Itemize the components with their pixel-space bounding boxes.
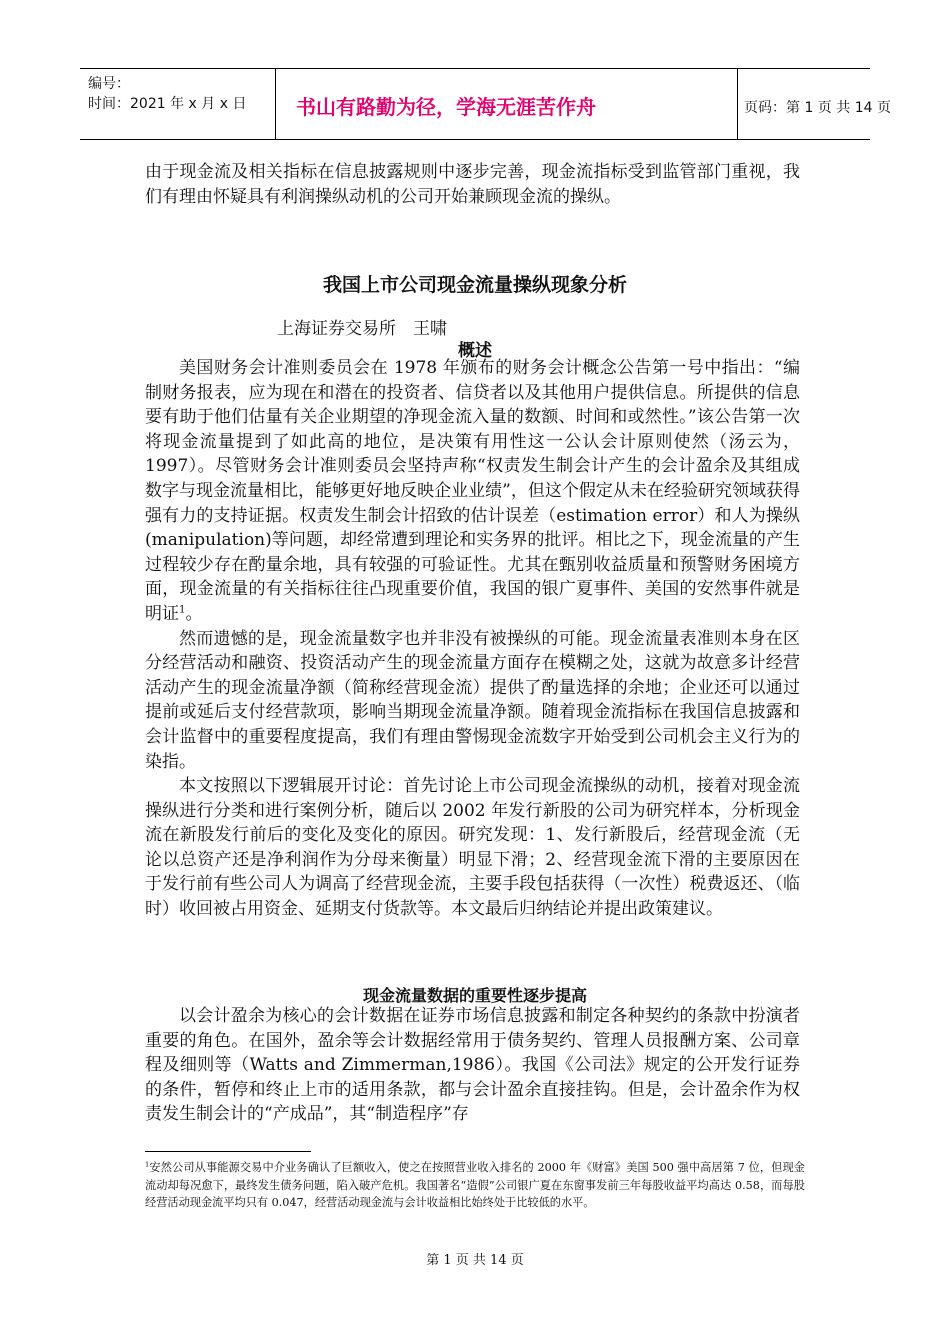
intro-text bbox=[145, 160, 800, 209]
overview-section bbox=[145, 356, 800, 922]
section-heading-overview: 概述 bbox=[458, 341, 492, 361]
page-footer: 第 1 页 共 14 页 bbox=[426, 1253, 524, 1268]
body-paragraph: 以会计盈余为核心的会计数据在证券市场信息披露和制定各种契约的条款中扮演者重要的角色。在国外，盈余等会计数据经常用于债务契约、管理人员报酬方案、公司章程及细则等（Watts and Zimmerman,1986）。我国《公司法》规定的公开发行证券的条件，暂停和终止上市的适用条款，都与会计盈余直接挂钩。但是，会计盈余作为权责发生制会计的“产成品”，其“制造程序”存 bbox=[145, 1006, 800, 1125]
page-header bbox=[80, 68, 891, 140]
body-paragraph: 然而遗憾的是，现金流量数字也并非没有被操纵的可能。现金流量表准则本身在区分经营活动和融资、投资活动产生的现金流量方面存在模糊之处，这就为故意多计经营活动产生的现金流量净额（简称经营现金流）提供了酌量选择的余地；企业还可以通过提前或延后支付经营款项，影响当期现金流量净额。随着现金流指标在我国信息披露和会计监督中的重要程度提高，我们有理由警惕现金流数字开始受到公司机会主义行为的染指。 bbox=[145, 628, 800, 772]
article-author: 上海证券交易所 王啸 bbox=[277, 319, 447, 339]
footnote-marker: 1 bbox=[145, 1160, 150, 1169]
body-paragraph-text: 美国财务会计准则委员会在 1978 年颁布的财务会计概念公告第一号中指出：“编制财务报表，应为现在和潜在的投资者、信贷者以及其他用户提供信息。所提供的信息要有助于他们估量有关企业期望的净现金流入量的数额、时间和或然性。”该公告第一次将现金流量提到了如此高的地位，是决策有用性这一公认会计原则使然（汤云为，1997）。尽管财务会计准则委员会坚持声称“权责发生制会计产生的会计盈余及其组成数字与现金流量相比，能够更好地反映企业业绩”，但这个假定从未在经验研究领域获得强有力的支持证据。权责发生制会计招致的估计误差（estimation error）和人为操纵(manipulation)等问题，却经常遭到理论和实务界的批评。相比之下，现金流量的产生过程较少存在酌量余地，具有较强的可验证性。尤其在甄别收益质量和预警财务困境方面，现金流量的有关指标往往凸现重要价值，我国的银广夏事件、美国的安然事件就是明证 bbox=[145, 358, 800, 624]
header-motto-cell bbox=[276, 69, 738, 139]
header-page-cell bbox=[738, 69, 891, 139]
document-date-label: 时间：2021 年 x 月 x 日 bbox=[88, 96, 247, 112]
footnote-text: 安然公司从事能源交易中介业务确认了巨额收入，使之在按照营业收入排名的 2000 年《财富》美国 500 强中高居第 7 位，但现金流动却每况愈下，最终发生债务问题，陷入破产危机。我国著名“造假”公司银广夏在东窗事发前三年每股收益平均高达 0.58，而每股经营活动现金流平均只有 0.047，经营活动现金流与会计收益相比始终处于比较低的水平。 bbox=[145, 1161, 805, 1209]
header-meta-cell bbox=[80, 69, 276, 139]
body-paragraph: 本文按照以下逻辑展开讨论：首先讨论上市公司现金流操纵的动机，接着对现金流操纵进行分类和进行案例分析，随后以 2002 年发行新股的公司为研究样本，分析现金流在新股发行前后的变化及变化的原因。研究发现：1、发行新股后，经营现金流（无论以总资产还是净利润作为分母来衡量）明显下滑；2、经营现金流下滑的主要原因在于发行前有些公司人为调高了经营现金流，主要手段包括获得（一次性）税费返还、（临时）收回被占用资金、延期支付货款等。本文最后归纳结论并提出政策建议。 bbox=[145, 776, 800, 920]
document-number-label: 编号： bbox=[88, 76, 130, 92]
footnote bbox=[145, 1159, 805, 1212]
header-page-info: 页码：第 1 页 共 14 页 bbox=[744, 100, 891, 116]
importance-section bbox=[145, 1004, 800, 1127]
intro-paragraph: 由于现金流及相关指标在信息披露规则中逐步完善，现金流指标受到监管部门重视，我们有理由怀疑具有利润操纵动机的公司开始兼顾现金流的操纵。 bbox=[145, 162, 800, 207]
body-paragraph bbox=[145, 356, 800, 627]
body-paragraph-tail: 。 bbox=[185, 603, 203, 624]
header-motto: 书山有路勤为径，学海无涯苦作舟 bbox=[296, 95, 596, 119]
article-title: 我国上市公司现金流量操纵现象分析 bbox=[322, 274, 627, 296]
section-heading-importance: 现金流量数据的重要性逐步提高 bbox=[362, 986, 587, 1005]
footnote-reference[interactable]: 1 bbox=[179, 604, 186, 616]
footnote-separator bbox=[145, 1151, 311, 1152]
